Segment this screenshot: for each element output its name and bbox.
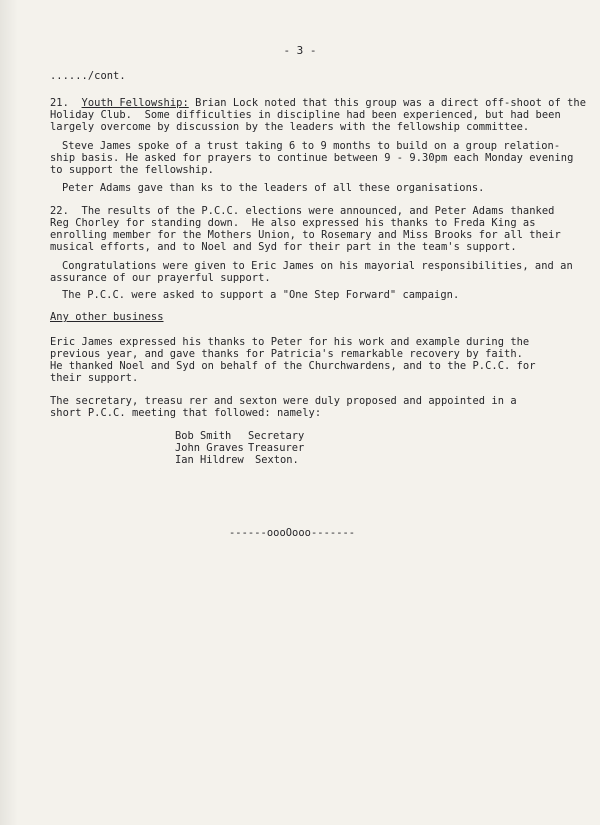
continuation-marker: ....../cont. [50,70,126,82]
aob-para-1-line-2: previous year, and gave thanks for Patricia's remarkable recovery by faith. [50,348,523,360]
item-22-para-2-line-2: assurance of our prayerful support. [50,272,271,284]
aob-para-2-line-2: short P.C.C. meeting that followed: namely: [50,407,322,419]
item-21-para-2-line-1: Steve James spoke of a trust taking 6 to 9 months to build on a group relation- [62,140,561,152]
appointment-role: Secretary [248,430,305,442]
appointment-name: Bob Smith [175,430,232,442]
item-21-line-3: largely overcome by discussion by the leaders with the fellowship committee. [50,121,530,133]
item-21-para-2-line-2: ship basis. He asked for prayers to continue between 9 - 9.30pm each Monday evening [50,152,574,164]
end-of-minutes-mark: ------oooOooo------- [229,527,356,539]
item-22-line-1: 22. The results of the P.C.C. elections were announced, and Peter Adams thanked [50,205,555,217]
item-22-para-2-line-1: Congratulations were given to Eric James on his mayorial responsibilities, and an [62,260,573,272]
item-21-para-3: Peter Adams gave than ks to the leaders of all these organisations. [62,182,485,194]
appointment-name: Ian Hildrew [175,454,244,466]
item-21-heading: Youth Fellowship: [81,97,189,109]
item-21-line-2: Holiday Club. Some difficulties in discipline had been experienced, but had been [50,109,561,121]
item-21-para-2-line-3: to support the fellowship. [50,164,214,176]
item-21-line-1-text: Brian Lock noted that this group was a direct off-shoot of the [195,97,587,109]
item-22-line-4: musical efforts, and to Noel and Syd for their part in the team's support. [50,241,517,253]
item-22-line-2: Reg Chorley for standing down. He also expressed his thanks to Freda King as [50,217,536,229]
item-22-line-3: enrolling member for the Mothers Union, to Rosemary and Miss Brooks for all their [50,229,561,241]
aob-para-2-line-1: The secretary, treasu rer and sexton were duly proposed and appointed in a [50,395,517,407]
page-number: - 3 - [283,44,317,57]
aob-para-1-line-1: Eric James expressed his thanks to Peter for his work and example during the [50,336,530,348]
item-22-para-3: The P.C.C. were asked to support a "One Step Forward" campaign. [62,289,460,301]
aob-para-1-line-3: He thanked Noel and Syd on behalf of the Churchwardens, and to the P.C.C. for [50,360,536,372]
aob-heading: Any other business [50,311,164,323]
aob-para-1-line-4: their support. [50,372,139,384]
appointment-role: Sexton. [255,454,299,466]
item-21-line-1 [50,97,586,109]
item-21-number: 21. [50,97,69,109]
appointment-role: Treasurer [248,442,305,454]
appointment-name: John Graves [175,442,244,454]
